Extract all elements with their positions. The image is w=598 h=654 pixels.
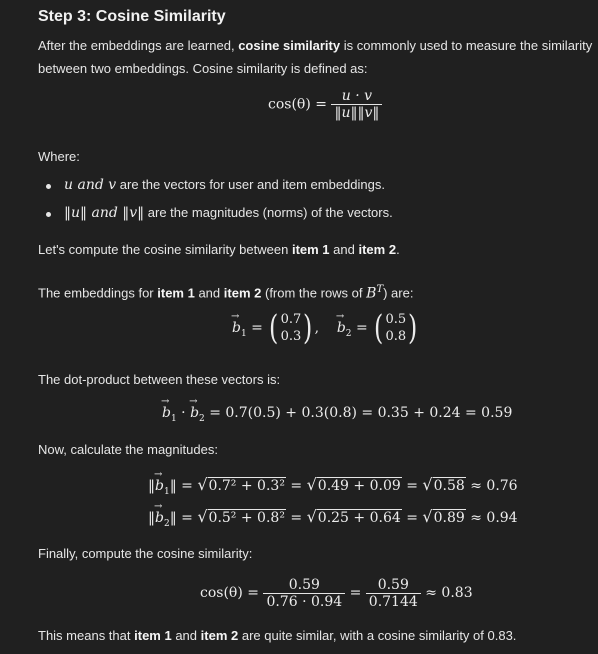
bullet-1-text: are the vectors for user and item embeddings.	[119, 177, 385, 192]
b2-top: 0.5	[385, 312, 407, 327]
item2-bold: item 2	[200, 628, 239, 643]
def-denominator: ‖u‖‖v‖	[334, 105, 380, 121]
item1-bold: item 1	[134, 628, 172, 643]
final-den-1: 0.76 · 0.94	[266, 593, 343, 610]
mag1-radicand-3: 0.58	[433, 478, 465, 494]
item1-bold: item 1	[291, 242, 330, 257]
b2-symbol: → b	[190, 404, 199, 422]
conclusion	[38, 627, 516, 645]
dot-label: The dot-product between these vectors is:	[38, 372, 281, 387]
embedding-vectors: → $b_1$ = ( 0.7 0.3 ) , → $b_2$ = ( 0.5 0.8 )	[232, 308, 419, 354]
bullet-dot	[46, 212, 51, 217]
b2-sub: 2	[345, 328, 352, 339]
intro-line-1	[38, 37, 592, 55]
def-fraction	[331, 88, 382, 121]
mag1-radicand-2: 0.49 + 0.09	[317, 478, 401, 494]
b2-bottom: 0.8	[385, 329, 407, 344]
and-text: and	[175, 628, 198, 643]
period: .	[396, 242, 400, 257]
mag1-result: ≈ 0.76	[470, 478, 518, 494]
final-result: ≈ 0.83	[425, 585, 473, 601]
mag2-radicand-1: 0.5² + 0.8²	[208, 510, 285, 526]
intro-bold: cosine similarity	[238, 38, 341, 53]
cos-lhs: cos(θ) =	[268, 96, 327, 113]
b1-sub: 1	[170, 413, 177, 424]
bullet-2-math: ‖u‖ and ‖v‖	[64, 205, 145, 221]
b2-symbol: → b	[337, 308, 346, 348]
b1-symbol: → b	[162, 404, 171, 422]
bullet-dot	[46, 184, 51, 189]
final-formula: cos(θ) = $\frac{0.59}{0.76 \cdot 0.94}$ = $\frac{0.59}{0.7144}$ ≈ 0.83	[200, 576, 473, 610]
b1-vector	[281, 311, 302, 345]
embed-line	[38, 281, 413, 302]
b1-sub: 1	[240, 328, 247, 339]
intro-text-end: is commonly used to measure the similarity	[343, 38, 593, 53]
final-num-2: 0.59	[366, 577, 421, 594]
b2-vector	[385, 311, 406, 345]
final-fraction-1	[263, 577, 345, 610]
where-label: Where:	[38, 149, 80, 164]
embed-text: The embeddings for	[38, 285, 154, 301]
b2-symbol: → b	[155, 509, 164, 527]
item1-bold: item 1	[157, 285, 195, 301]
mag1-radicand-1: 0.7² + 0.3²	[208, 478, 285, 494]
b1-symbol: → b	[155, 477, 164, 495]
conclusion-text: This means that	[38, 628, 131, 643]
and-text: and	[333, 242, 355, 257]
final-den-2: 0.7144	[368, 593, 418, 610]
b1-symbol: → b	[232, 308, 241, 348]
bullet-1	[64, 176, 385, 194]
b1-top: 0.7	[280, 312, 302, 327]
mag2-radicand-2: 0.25 + 0.64	[317, 510, 401, 526]
matrix-b: B	[366, 285, 377, 302]
b1-sub: 1	[163, 486, 170, 497]
compute-text: Let's compute the cosine similarity between	[38, 242, 289, 257]
item2-bold: item 2	[223, 285, 262, 301]
section-heading: Step 3: Cosine Similarity	[38, 8, 226, 25]
magnitude-label: Now, calculate the magnitudes:	[38, 442, 218, 457]
intro-line-2: between two embeddings. Cosine similarity is defined as:	[38, 61, 368, 76]
final-fraction-2	[366, 577, 421, 610]
dot-result: = 0.7(0.5) + 0.3(0.8) = 0.35 + 0.24 = 0.59	[209, 405, 513, 421]
bullet-1-math: u and v	[64, 177, 117, 193]
item2-bold: item 2	[358, 242, 397, 257]
b2-sub: 2	[199, 413, 205, 424]
mag2-result: ≈ 0.94	[470, 510, 518, 526]
embed-text-3: ) are:	[383, 285, 414, 301]
final-label: Finally, compute the cosine similarity:	[38, 546, 253, 561]
conclusion-text-2: are quite similar, with a cosine similarity of 0.83.	[241, 628, 517, 643]
cosine-definition	[268, 88, 382, 121]
b1-bottom: 0.3	[280, 329, 302, 344]
intro-text: After the embeddings are learned,	[38, 38, 235, 53]
bullet-2-text: are the magnitudes (norms) of the vectors.	[147, 205, 393, 220]
embed-text-2: (from the rows of	[264, 285, 363, 301]
magnitude-b2: ‖→ $b_2‖ = √0.5^2 + 0.8^2 = √0.25 + 0.64 = √0.89 \approx 0.94$	[148, 508, 518, 533]
and-text: and	[198, 285, 221, 301]
final-num-1: 0.59	[263, 577, 345, 594]
magnitude-b1: ‖→ $b_1‖ = √0.7^2 + 0.3^2 = √0.49 + 0.09 = √0.58 \approx 0.76$	[148, 476, 518, 501]
dot-product-formula: → $b_1$ · → $b_2 = 0.7(0.5) + 0.3(0.8) = 0.35 + 0.24 = 0.59$	[162, 404, 512, 428]
bullet-2	[64, 204, 393, 222]
def-numerator: u · v	[331, 88, 382, 105]
final-lhs: cos(θ) =	[200, 585, 259, 601]
b2-sub: 2	[163, 518, 170, 529]
compute-line	[38, 241, 400, 259]
mag2-radicand-3: 0.89	[433, 510, 465, 526]
transpose-sup: T	[376, 284, 384, 295]
